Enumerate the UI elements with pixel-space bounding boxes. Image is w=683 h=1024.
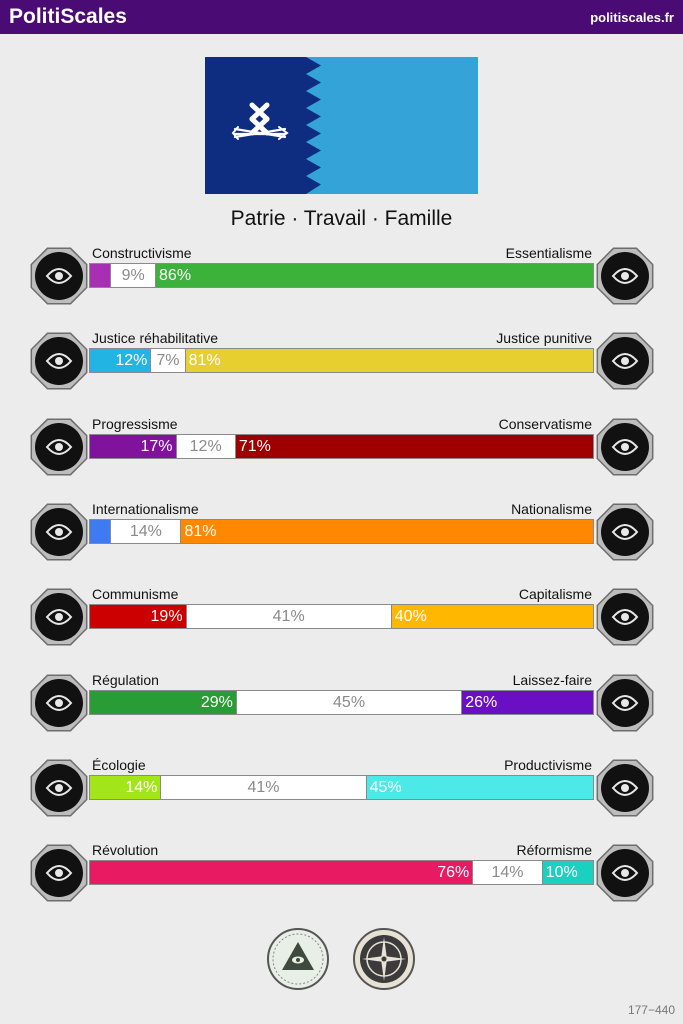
bar-segment-mid: 9%: [110, 264, 156, 287]
bar-segment-right: 71%: [236, 435, 593, 458]
globe-icon: [28, 501, 90, 563]
axis-left-label: Constructivisme: [92, 245, 192, 261]
bar-segment-mid: 7%: [150, 349, 185, 372]
bar-segment-left: 17%: [90, 435, 176, 458]
axis-right-label: Capitalisme: [518, 586, 592, 603]
bar-segment-left: 12%: [90, 349, 150, 372]
axis-left-label: Communisme: [92, 586, 179, 603]
axis-row: [28, 757, 656, 819]
bar-segment-mid: 14%: [472, 861, 542, 884]
axis-row: [28, 842, 656, 904]
compass-seal-icon[interactable]: [352, 927, 416, 991]
factory-icon: [594, 757, 656, 819]
axis-bar: [89, 775, 594, 800]
axis-left-label: Régulation: [92, 671, 159, 688]
axis-left-label: Écologie: [92, 756, 146, 773]
hammer-sickle-icon: [28, 586, 90, 648]
bar-segment-mid: 41%: [160, 776, 366, 799]
handshake-icon: [28, 330, 90, 392]
bar-segment-left: [90, 264, 110, 287]
axis-bar: [89, 519, 594, 544]
bar-segment-mid: 45%: [236, 691, 462, 714]
flag: [205, 57, 478, 194]
axis-bar: [89, 348, 594, 373]
axis-bar: [89, 690, 594, 715]
axis-bar: [89, 263, 594, 288]
brand-logo[interactable]: PolitiScales: [9, 5, 127, 28]
site-link[interactable]: politiscales.fr: [590, 10, 674, 25]
axis-left-label: Internationalisme: [92, 500, 199, 517]
axis-row: [28, 416, 656, 478]
axis-left-label: Révolution: [92, 842, 159, 859]
axis-right-label: Réformisme: [516, 842, 592, 859]
footer-code: 177−440: [627, 1003, 675, 1017]
bar-segment-left: 29%: [90, 691, 236, 714]
axis-bar: [89, 434, 594, 459]
top-bar: [0, 0, 683, 34]
eye-pyramid-seal-icon[interactable]: [266, 927, 330, 991]
bar-segment-mid: 14%: [110, 520, 181, 543]
axis-row: [28, 330, 656, 392]
eye-icon: [28, 245, 90, 307]
axis-row: [28, 501, 656, 563]
bar-segment-right: 81%: [181, 520, 593, 543]
bar-segment-right: 81%: [186, 349, 593, 372]
parliament-icon: [594, 842, 656, 904]
bar-segment-right: 45%: [367, 776, 593, 799]
bar-segment-right: 26%: [462, 691, 593, 714]
motto: Patrie · Travail · Famille: [230, 207, 453, 230]
rocket-icon: [28, 416, 90, 478]
bar-segment-right: 86%: [156, 264, 593, 287]
axis-bar: [89, 604, 594, 629]
bird-icon: [28, 757, 90, 819]
butterfly-icon: [594, 672, 656, 734]
axis-left-label: Justice réhabilitative: [92, 330, 219, 347]
axis-row: [28, 586, 656, 648]
axis-left-label: Progressisme: [92, 415, 178, 432]
bar-segment-right: 40%: [392, 605, 593, 628]
axis-row: [28, 245, 656, 307]
bar-segment-right: 10%: [543, 861, 593, 884]
bar-segment-mid: 12%: [176, 435, 236, 458]
quill-icon: [594, 416, 656, 478]
money-bag-icon: [594, 586, 656, 648]
ruler-icon: [28, 672, 90, 734]
axis-right-label: Laissez-faire: [512, 671, 592, 688]
bar-segment-left: 76%: [90, 861, 472, 884]
axis-bar: [89, 860, 594, 885]
flag-icon: [594, 501, 656, 563]
bar-segment-mid: 41%: [186, 605, 392, 628]
chrysanthemum-icon: [594, 245, 656, 307]
axis-right-label: Nationalisme: [511, 500, 592, 517]
bar-segment-left: [90, 520, 110, 543]
axis-right-label: Essentialisme: [505, 245, 592, 261]
axis-right-label: Productivisme: [504, 756, 592, 773]
fist-icon: [28, 842, 90, 904]
bar-segment-left: 14%: [90, 776, 160, 799]
axis-row: [28, 672, 656, 734]
prison-bars-icon: [594, 330, 656, 392]
bar-segment-left: 19%: [90, 605, 186, 628]
axis-right-label: Justice punitive: [496, 330, 592, 347]
axis-right-label: Conservatisme: [498, 415, 592, 432]
